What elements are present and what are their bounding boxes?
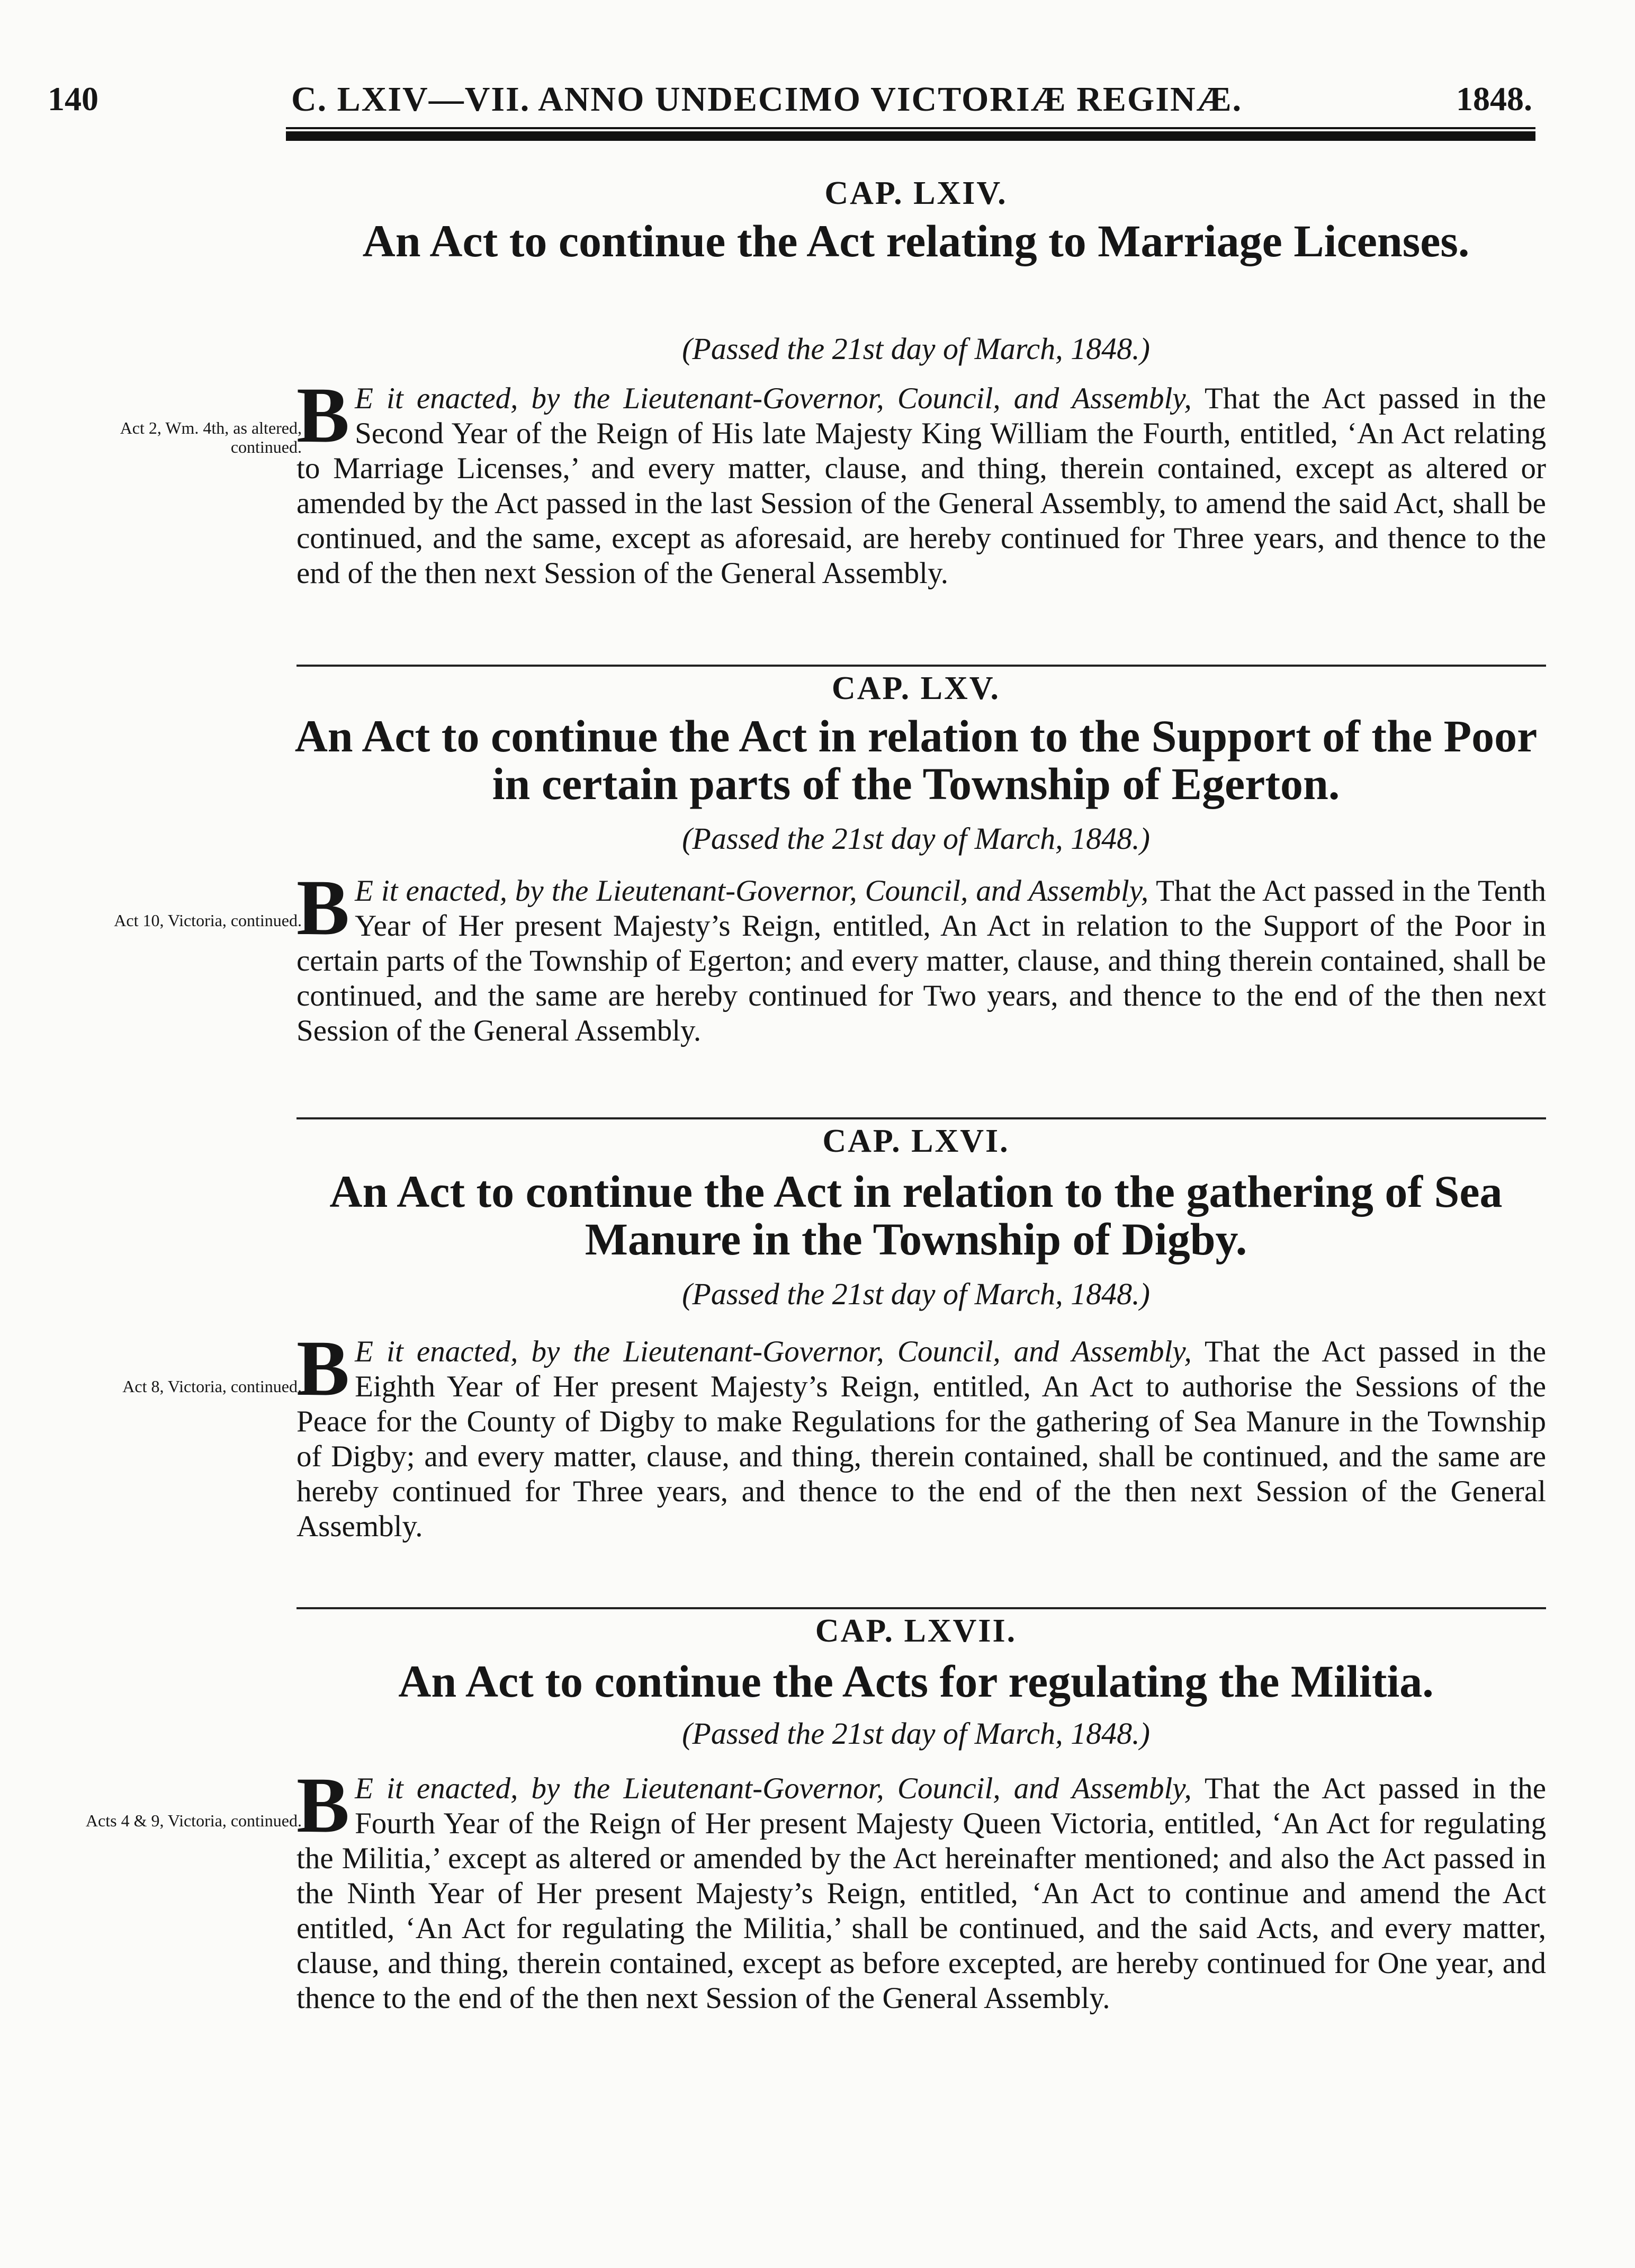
enacting-clause: E it enacted, by the Lieutenant-Governor, Council, and Assembly, (355, 1335, 1192, 1368)
act-body (297, 1324, 1546, 1544)
act-body (297, 371, 1546, 591)
enacting-clause: E it enacted, by the Lieutenant-Governor, Council, and Assembly, (355, 382, 1192, 415)
act-body (297, 1761, 1546, 2016)
act-text: That the Act passed in the Eighth Year of Her present Majesty’s Reign, entitled, An Act to authorise the Sessions of the Peace for the County of Digby to make Regulations for the gathering of Sea Manure in the Township of Digby; and every matter, clause, and thing, therein contained, shall be continued, and the same are hereby continued for Three years, and thence to the end of the then next Session of the General Assembly. (297, 1335, 1546, 1543)
drop-cap: B (297, 864, 350, 952)
margin-note: Act 2, Wm. 4th, as altered, continued. (120, 418, 302, 456)
act-title: An Act to continue the Acts for regulating the Militia. (398, 1656, 1434, 1707)
act-text: That the Act passed in the Fourth Year of the Reign of Her present Majesty Queen Victoria, entitled, ‘An Act for regulating the Militia,’ except as altered or amended by the Act hereinafter mentioned; and also the Act passed in the Ninth Year of Her present Majesty’s Reign, entitled, ‘An Act to continue and amend the Act entitled, ‘An Act for regulating the Militia,’ shall be continued, and the said Acts, and every matter, clause, and thing, therein contained, except as before excepted, are hereby continued for One year, and thence to the end of the then next Session of the General Assembly. (297, 1772, 1546, 2015)
passed-date: (Passed the 21st day of March, 1848.) (682, 1716, 1150, 1751)
margin-note: Acts 4 & 9, Victoria, continued. (85, 1811, 302, 1830)
act-title: An Act to continue the Act in relation to the gathering of Sea Manure in the Township of Digby. (329, 1166, 1503, 1265)
section-divider (297, 1117, 1546, 1119)
passed-date: (Passed the 21st day of March, 1848.) (682, 1277, 1150, 1311)
enacting-clause: E it enacted, by the Lieutenant-Governor, Council, and Assembly, (355, 1772, 1192, 1805)
header-rule-thin (286, 127, 1535, 129)
passed-date: (Passed the 21st day of March, 1848.) (682, 821, 1150, 856)
cap-number: CAP. LXVII. (815, 1613, 1017, 1649)
header-rule-thick (286, 131, 1535, 141)
act-text: That the Act passed in the Second Year of the Reign of His late Majesty King William the Fourth, entitled, ‘An Act relating to Marriage Licenses,’ and every matter, clause, and thing, therein contained, except as altered or amended by the Act passed in the last Session of the General Assembly, to amend the said Act, shall be continued, and the same, except as aforesaid, are hereby continued for Three years, and thence to the end of the then next Session of the General Assembly. (297, 382, 1546, 590)
act-body (297, 864, 1546, 1048)
act-text: That the Act passed in the Tenth Year of Her present Majesty’s Reign, entitled, An Act in relation to the Support of the Poor in certain parts of the Township of Egerton; and every matter, clause, and thing therein contained, shall be continued, and the same are hereby continued for Two years, and thence to the end of the then next Session of the General Assembly. (297, 874, 1546, 1047)
page-number: 140 (48, 80, 98, 118)
running-title: C. LXIV—VII. ANNO UNDECIMO VICTORIÆ REGINÆ. (291, 80, 1243, 119)
section-divider (297, 665, 1546, 667)
cap-number: CAP. LXV. (831, 670, 1001, 706)
drop-cap: B (297, 371, 350, 459)
drop-cap: B (297, 1761, 350, 1849)
header-year: 1848. (1456, 80, 1532, 118)
passed-date: (Passed the 21st day of March, 1848.) (682, 331, 1150, 366)
cap-number: CAP. LXVI. (822, 1123, 1010, 1159)
section-divider (297, 1607, 1546, 1609)
margin-note: Act 8, Victoria, continued. (122, 1377, 302, 1396)
enacting-clause: E it enacted, by the Lieutenant-Governor, Council, and Assembly, (355, 874, 1149, 908)
act-title: An Act to continue the Act relating to Marriage Licenses. (362, 216, 1470, 266)
drop-cap: B (297, 1324, 350, 1412)
act-title: An Act to continue the Act in relation to the Support of the Poor in certain parts of the Township of Egerton. (294, 711, 1538, 809)
cap-number: CAP. LXIV. (824, 175, 1008, 211)
margin-note: Act 10, Victoria, continued. (114, 911, 302, 930)
